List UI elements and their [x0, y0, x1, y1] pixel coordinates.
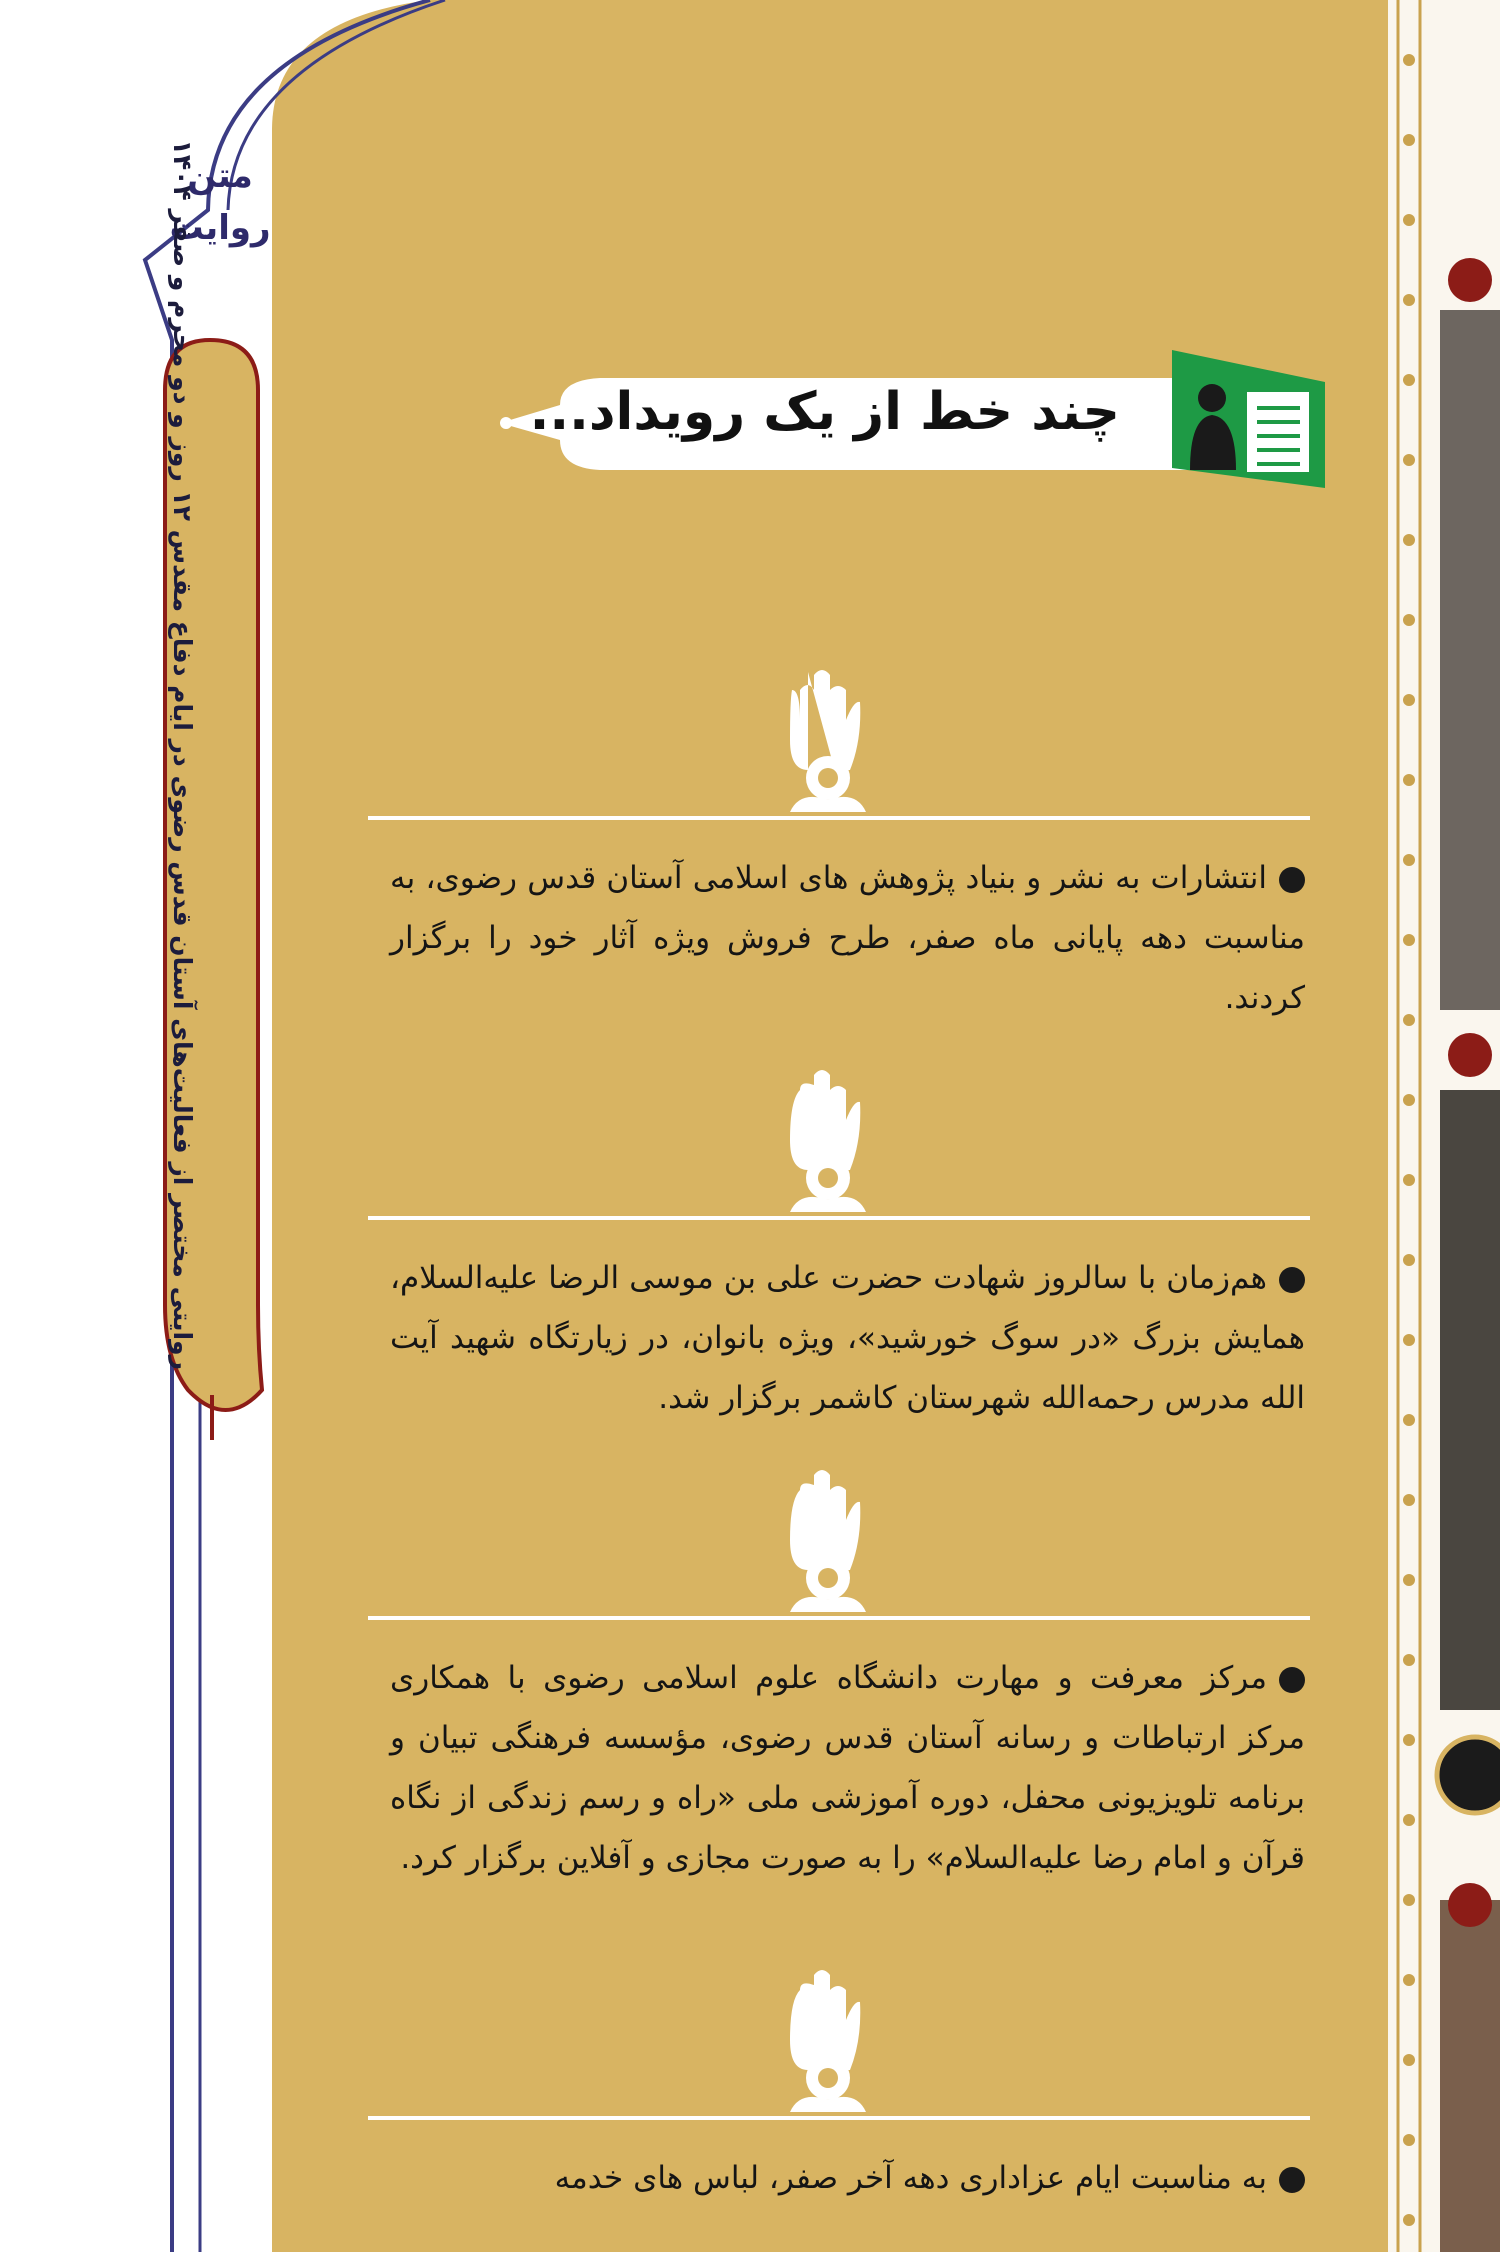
photo-strip-1: [1440, 310, 1500, 1010]
news-item-4: [390, 2148, 1305, 2208]
round-bullet-icon: [1279, 2167, 1305, 2193]
section-title: چند خط از یک رویداد...: [529, 382, 1120, 442]
photo-strip-2: [1440, 1090, 1500, 1710]
side-caption: روایتی مختصر از فعالیت‌های آستان قدس رضوی در ایام دفاع مقدس ۱۲ روز و دو محرم و صفر ۱۴۰۴: [168, 139, 197, 1370]
news-item-text: به مناسبت ایام عزاداری دهه آخر صفر، لباس های خدمه: [554, 2160, 1267, 2196]
news-item-2: [390, 1248, 1305, 1428]
news-item-text: هم‌زمان با سالروز شهادت حضرت علی بن موسی الرضا علیه‌السلام، همایش بزرگ «در سوگ خورشید»، ویژه بانوان، در زیارتگاه شهید آیت الله مدرس رحمه‌الله شهرستان کاشمر برگزار شد.: [390, 1260, 1305, 1416]
photo-medallion: [1437, 1737, 1500, 1813]
news-item-text: انتشارات به نشر و بنیاد پژوهش های اسلامی آستان قدس رضوی، به مناسبت دهه پایانی ماه صفر، طرح فروش ویژه آثار خود را برگزار کردند.: [390, 860, 1305, 1016]
brand-logo: متن روایت: [169, 156, 271, 248]
round-bullet-icon: [1279, 1667, 1305, 1693]
news-item-1: [390, 848, 1305, 1028]
photo-strip-3: [1440, 1900, 1500, 2252]
round-bullet-icon: [1279, 1267, 1305, 1293]
round-bullet-icon: [1279, 867, 1305, 893]
news-item-3: [390, 1648, 1305, 1888]
news-item-text: مرکز معرفت و مهارت دانشگاه علوم اسلامی رضوی با همکاری مرکز ارتباطات و رسانه آستان قدس رضوی، مؤسسه فرهنگی تبیان و برنامه تلویزیونی محفل، دوره آموزشی ملی «راه و رسم زندگی از نگاه قرآن و امام رضا علیه‌السلام» را به صورت مجازی و آفلاین برگزار کرد.: [390, 1660, 1305, 1876]
